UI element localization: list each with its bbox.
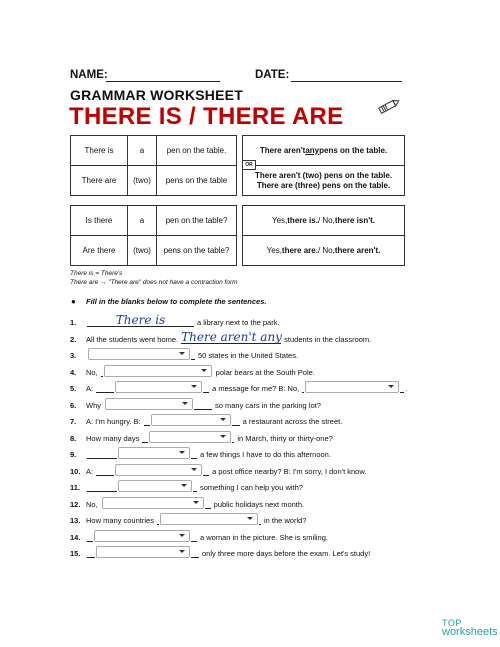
short-answer-2: Yes, there are. / No, there aren't.: [266, 245, 381, 255]
exercise-10: 10. A: a post office nearby? B: I'm sorry, I don't know.: [70, 464, 368, 476]
note-contraction: There is = There's: [70, 270, 123, 277]
answer-dropdown-7[interactable]: [144, 414, 240, 426]
affirmative-table: [70, 135, 237, 196]
exercise-2: 2. All the students went home. There aren't any students in the classroom.: [70, 330, 372, 344]
table1-cell: (two): [128, 166, 157, 196]
instruction-text: Fill in the blanks below to complete the sentences.: [86, 297, 267, 306]
exercise-4: 4. No, polar bears at the South Pole.: [70, 365, 317, 377]
exercise-11: 11. something I can help you with?: [70, 480, 305, 492]
answer-dropdown-13[interactable]: [157, 513, 261, 525]
answer-blank-2[interactable]: There aren't any: [181, 330, 282, 344]
short-answer-1: Yes, there is. / No, there isn't.: [243, 206, 404, 236]
exercise-3: 3. 50 states in the United States.: [70, 348, 300, 360]
table2-cell: Are there: [71, 236, 128, 266]
answer-blank-1[interactable]: There is: [87, 315, 194, 327]
exercise-6: 6. Why so many cars in the parking lot?: [70, 398, 323, 410]
negative-line-2: There aren't (two) pens on the table. There are (three) pens on the table.: [254, 170, 393, 190]
bullet-icon: ●: [71, 297, 76, 306]
note-no-contraction: There are → "There are" does not have a contraction form: [70, 279, 238, 286]
question-table: [70, 205, 237, 266]
short-answers-box: [242, 205, 405, 266]
date-label: DATE:: [255, 69, 290, 81]
date-line[interactable]: [291, 69, 402, 82]
table1-cell: There are: [71, 166, 128, 196]
topworksheets-logo: TOP worksheets: [442, 618, 498, 638]
negative-line-1: There aren't any pens on the table.: [243, 136, 404, 166]
table1-cell: pen on the table.: [157, 136, 237, 166]
negative-box: [242, 135, 405, 196]
table1-cell: pens on the table: [157, 166, 237, 196]
table2-cell: pens on the table?: [157, 236, 237, 266]
answer-dropdown-5a[interactable]: [96, 381, 209, 393]
name-label: NAME:: [70, 69, 108, 81]
worksheet-subtitle: GRAMMAR WORKSHEET: [70, 87, 243, 103]
table1-cell: There is: [71, 136, 128, 166]
answer-dropdown-9[interactable]: [87, 447, 197, 459]
exercise-8: 8. How many days in March, thirty or thirty-one?: [70, 431, 335, 443]
table2-cell: a: [128, 206, 157, 236]
worksheet-title: THERE IS / THERE ARE: [69, 103, 344, 130]
answer-dropdown-15[interactable]: [87, 546, 199, 558]
answer-dropdown-11[interactable]: [87, 480, 197, 492]
answer-dropdown-6[interactable]: [104, 398, 212, 410]
answer-dropdown-14[interactable]: [87, 530, 197, 542]
exercise-13: 13. How many countries in the world?: [70, 513, 308, 525]
pencil-icon: [376, 96, 402, 116]
answer-dropdown-3[interactable]: [87, 348, 195, 360]
answer-dropdown-5b[interactable]: [302, 381, 404, 393]
answer-dropdown-4[interactable]: [101, 365, 213, 377]
answer-dropdown-10[interactable]: [96, 464, 209, 476]
exercise-12: 12. No, public holidays next month.: [70, 497, 306, 509]
exercise-9: 9. a few things I have to do this afternoon.: [70, 447, 333, 459]
exercise-1: 1. There is a library next to the park.: [70, 313, 280, 327]
table2-cell: Is there: [71, 206, 128, 236]
table2-cell: (two): [128, 236, 157, 266]
table2-cell: pen on the table?: [157, 206, 237, 236]
answer-dropdown-12[interactable]: [101, 497, 211, 509]
answer-dropdown-8[interactable]: [142, 431, 234, 443]
exercise-14: 14. a woman in the picture. She is smiling.: [70, 530, 330, 542]
table1-cell: a: [128, 136, 157, 166]
exercise-15: 15. only three more days before the exam. Let's study!: [70, 546, 372, 558]
exercise-7: 7. A: I'm hungry. B: a restaurant across the street.: [70, 414, 344, 426]
exercise-5: 5. A: a message for me? B: No, .: [70, 381, 407, 393]
name-line[interactable]: [106, 69, 220, 82]
or-label: OR: [242, 160, 256, 170]
